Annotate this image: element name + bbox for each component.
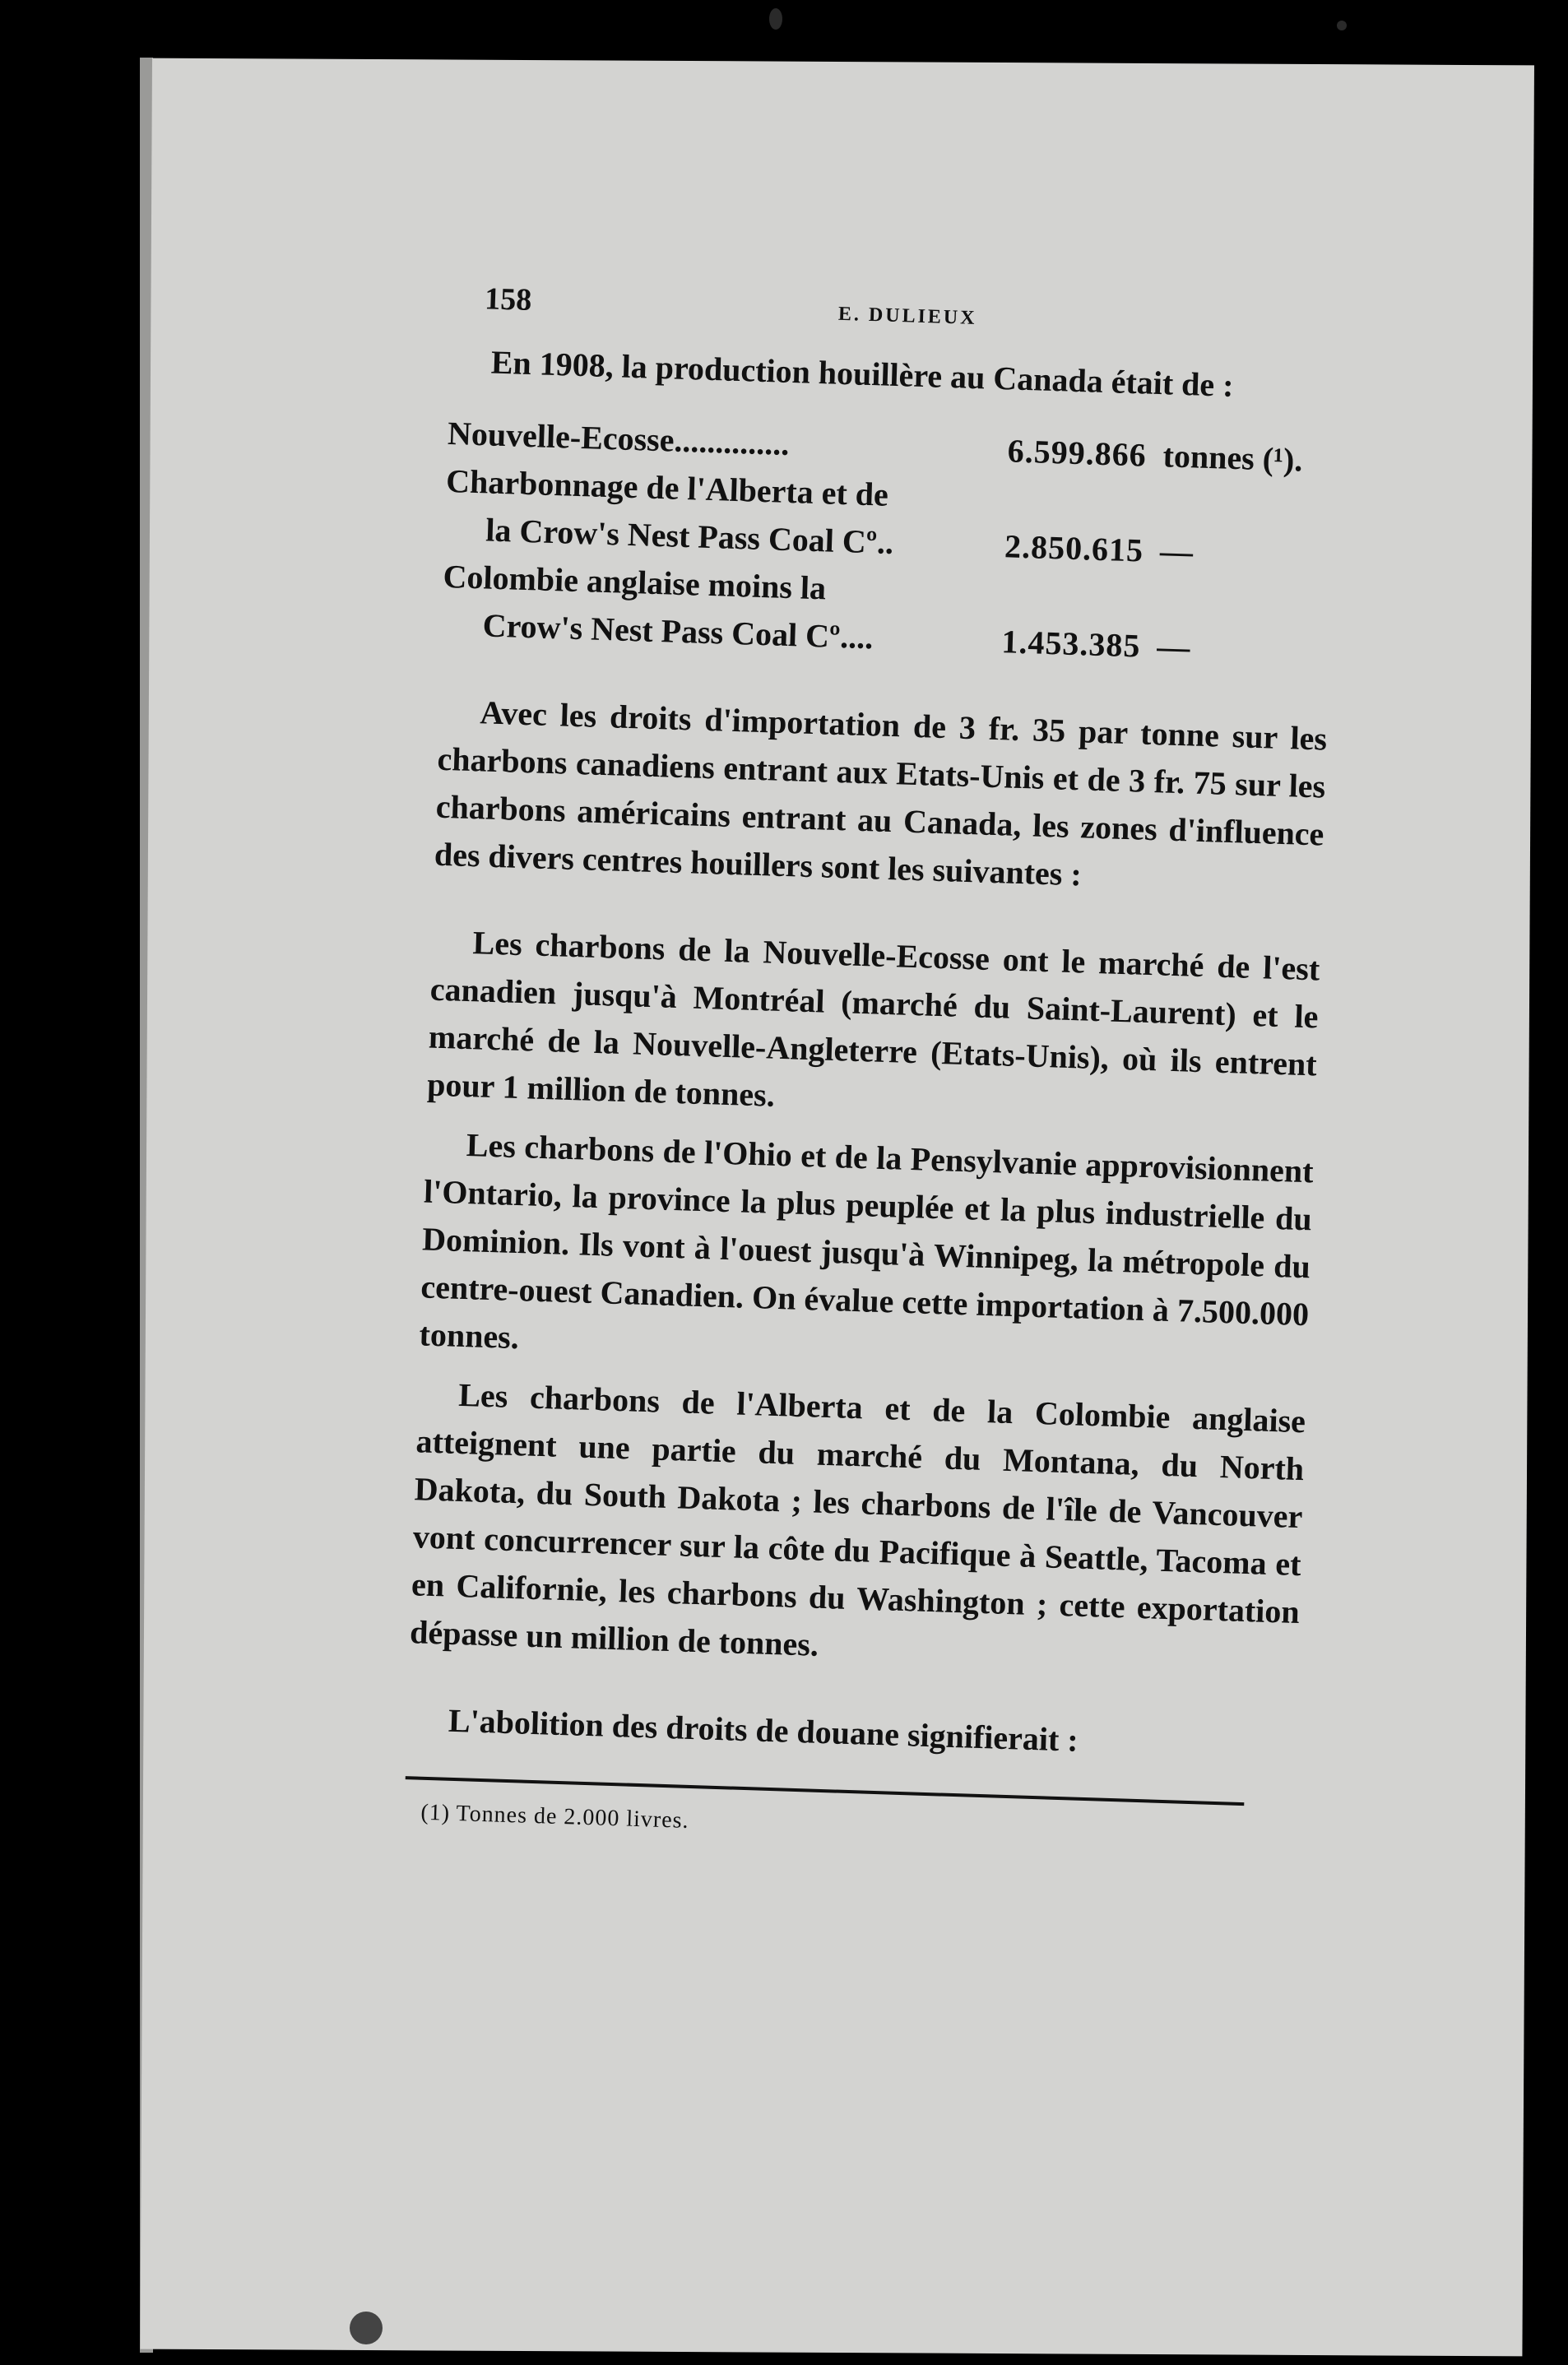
production-region-line: Colombie anglaise moins la — [442, 557, 827, 607]
page-text — [404, 280, 1341, 1853]
production-region-line: Nouvelle-Ecosse.............. — [447, 414, 791, 462]
production-region — [441, 553, 970, 665]
scan-speck — [1337, 21, 1347, 30]
page-number: 158 — [484, 281, 532, 318]
production-unit: tonnes (¹). — [1162, 437, 1304, 479]
production-unit: — — [1159, 532, 1194, 571]
production-region-line: Crow's Nest Pass Coal Cº.... — [482, 606, 874, 656]
body-paragraph: Avec les droits d'importation de 3 fr. 35 par tonne sur les charbons canadiens entrant aux Etats-Unis et de 3 fr. 75 sur les charbons américains entrant au Canada, les zones d'influence des divers centres houillers sont les suivantes : — [434, 693, 1328, 893]
footnote-rule — [406, 1776, 1245, 1806]
production-region-line: Charbonnage de l'Alberta et de — [445, 461, 889, 513]
production-region — [444, 457, 973, 569]
production-value: 2.850.615 — [1004, 527, 1144, 569]
production-unit: — — [1156, 628, 1191, 666]
footnote: (1) Tonnes de 2.000 livres. — [420, 1799, 690, 1834]
production-region-line: la Crow's Nest Pass Coal Cº.. — [485, 511, 894, 561]
scan-speck — [350, 2312, 383, 2344]
body-paragraph: Les charbons de la Nouvelle-Ecosse ont le marché de l'est canadien jusqu'à Montréal (marché du Saint-Laurent) et le marché de la Nouvelle-Angleterre (Etats-Unis), où ils entrent pour 1 million de tonnes. — [426, 924, 1320, 1114]
production-table — [441, 410, 1337, 676]
body-paragraph: Les charbons de l'Ohio et de la Pensylvanie approvisionnent l'Ontario, la province la plus peuplée et la plus industrielle du Dominion. Ils vont à l'ouest jusqu'à Winnipeg, la métropole du centre-ouest Canadien. On évalue cette importation à 7.500.000 tonnes. — [419, 1126, 1315, 1356]
production-value: 6.599.866 — [1007, 432, 1148, 474]
body-paragraph: L'abolition des droits de douane signifierait : — [448, 1701, 1079, 1759]
intro-paragraph: En 1908, la production houillère au Canada était de : — [490, 343, 1235, 404]
body-paragraph: Les charbons de l'Alberta et de la Colombie anglaise atteignent une partie du marché du Montana, du North Dakota, du South Dakota ; les charbons de l'île de Vancouver vont concurrencer sur la côte du Pacifique à Seattle, Tacoma et en Californie, les charbons du Washington ; cette exportation dépasse un million de tonnes. — [409, 1375, 1306, 1663]
production-value: 1.453.385 — [1000, 623, 1142, 665]
running-head-author: E. DULIEUX — [837, 303, 977, 330]
scan-speck — [769, 8, 782, 30]
